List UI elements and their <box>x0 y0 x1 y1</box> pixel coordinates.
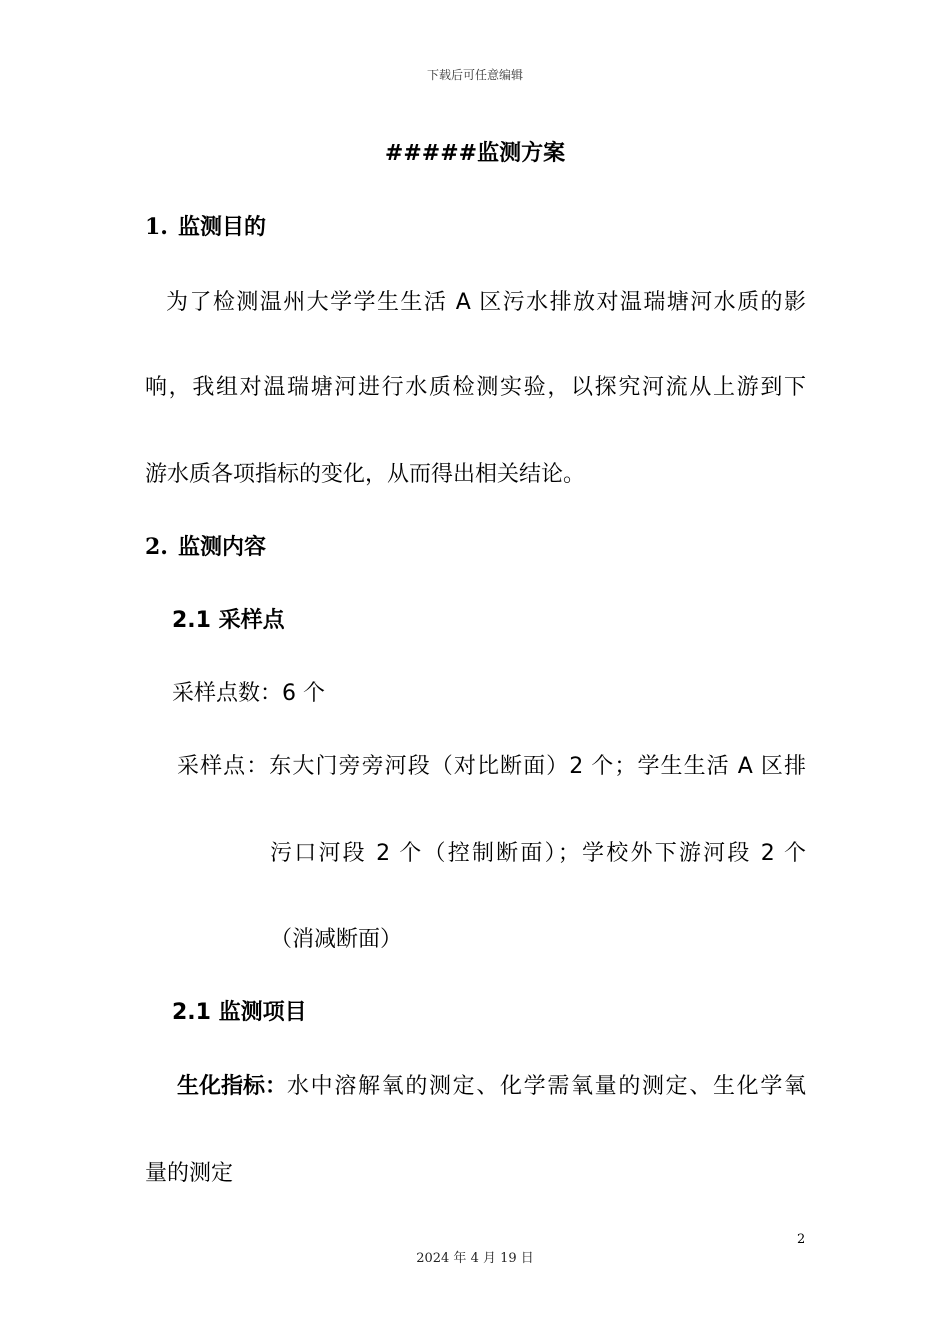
monitoring-items-line-2: 量的测定 <box>145 1161 234 1186</box>
section-2-title: 监测内容 <box>177 535 266 560</box>
section-2-heading <box>145 530 266 561</box>
sample-points-line-2: 污口河段 2 个（控制断面）；学校外下游河段 2 个 <box>270 841 806 866</box>
sample-points-line-3: （消减断面） <box>270 927 403 952</box>
monitoring-items-text-1: 水中溶解氧的测定、化学需氧量的测定、生化学氧 <box>287 1074 806 1099</box>
section-2-number: 2. <box>145 534 168 560</box>
footer-date: 2024 年 4 月 19 日 <box>416 1251 534 1266</box>
section-1-heading <box>145 210 266 241</box>
subsection-2-1-heading: 2.1 采样点 <box>172 608 285 633</box>
monitoring-items-line-1 <box>177 1069 806 1100</box>
subsection-2-2-heading: 2.1 监测项目 <box>172 1000 307 1025</box>
page-number: 2 <box>797 1232 806 1247</box>
header-note: 下载后可任意编辑 <box>426 68 523 82</box>
biochemical-indicators-label: 生化指标： <box>177 1074 288 1099</box>
section-1-line-2: 响，我组对温瑞塘河进行水质检测实验，以探究河流从上游到下 <box>145 375 806 400</box>
sample-points-line-1: 采样点：东大门旁旁河段（对比断面）2 个；学生生活 A 区排 <box>177 754 806 779</box>
section-1-line-1: 为了检测温州大学学生生活 A 区污水排放对温瑞塘河水质的影 <box>166 290 806 315</box>
sample-count-line: 采样点数：6 个 <box>172 681 325 706</box>
document-title: #####监测方案 <box>384 141 566 166</box>
section-1-line-3: 游水质各项指标的变化，从而得出相关结论。 <box>145 462 586 487</box>
section-1-title: 监测目的 <box>177 215 266 240</box>
section-1-number: 1. <box>145 214 168 240</box>
